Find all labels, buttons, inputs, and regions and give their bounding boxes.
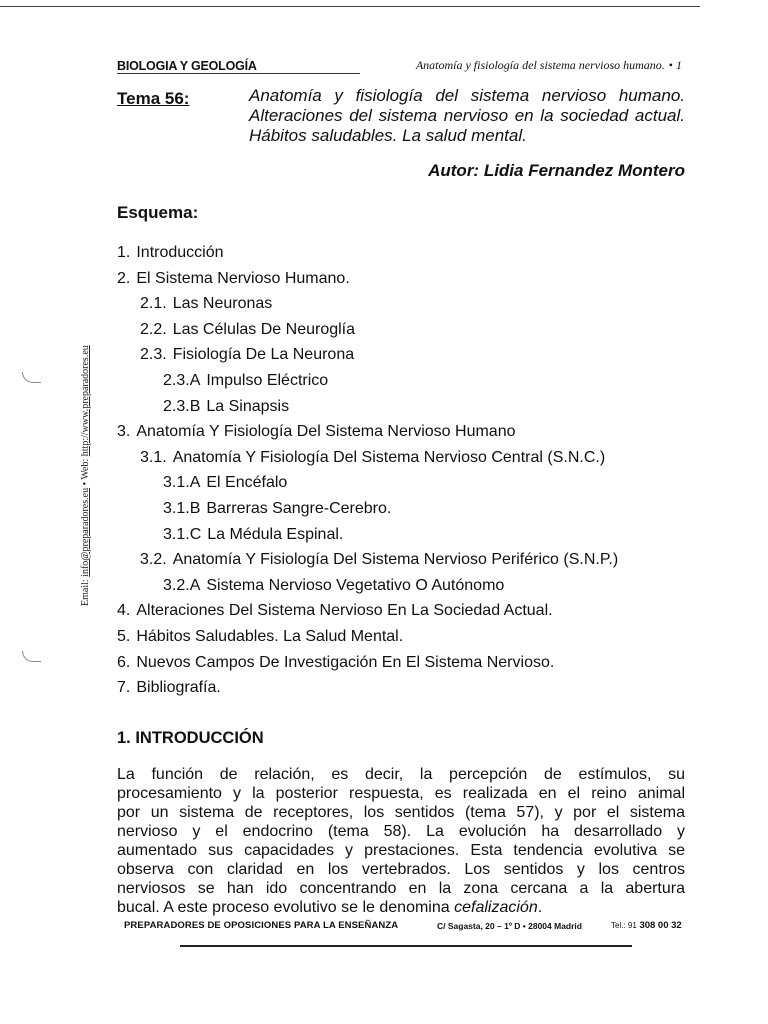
outline-item-number: 3.1.A: [163, 474, 201, 492]
outline-item: [117, 598, 717, 624]
esquema-heading: Esquema:: [117, 203, 199, 222]
outline-item-number: 7.: [117, 679, 131, 697]
paragraph-last-line: [117, 898, 685, 917]
introduccion-paragraph: [117, 765, 685, 917]
paragraph-line: aumentado sus capacidades y prestaciones. Esta tendencia evolutiva se: [117, 842, 685, 859]
outline-item-text: Alteraciones Del Sistema Nervioso En La Sociedad Actual.: [136, 602, 553, 620]
outline-item: [117, 624, 717, 650]
outline-item: [117, 291, 717, 317]
paragraph-line: observa con claridad en los vertebrados. Los sentidos y los centros: [117, 861, 685, 878]
outline-item-text: Barreras Sangre-Cerebro.: [206, 499, 392, 517]
paragraph-line: nervioso y el endocrino (tema 58). La evolución ha desarrollado y: [117, 823, 685, 840]
outline-item-number: 2.1.: [140, 295, 167, 313]
outline-item-number: 6.: [117, 653, 131, 671]
running-title-text: Anatomía y fisiología del sistema nervioso humano.: [415, 58, 665, 72]
top-scan-rule: [0, 6, 700, 7]
web-label: Web:: [80, 458, 91, 480]
outline-item: [117, 547, 717, 573]
outline-item-number: 2.3.A: [163, 371, 201, 389]
outline-item-number: 3.2.A: [163, 576, 201, 594]
footer-tel-number: 308 00 32: [639, 920, 682, 931]
outline-item: [117, 240, 717, 266]
last-line-text: bucal. A este proceso evolutivo se le denomina: [117, 899, 455, 916]
outline-item: [117, 496, 717, 522]
outline-item-text: Sistema Nervioso Vegetativo O Autónomo: [206, 576, 505, 594]
paragraph-line: nerviosos se han ido concentrando en la zona cercana a la abertura: [117, 880, 685, 897]
footer-tel-label: Tel.: 91: [611, 921, 637, 930]
punch-hole-mark: [22, 372, 41, 383]
footer-phone: [611, 920, 682, 931]
outline-item-number: 3.1.C: [163, 525, 202, 543]
footer-organization: PREPARADORES DE OPOSICIONES PARA LA ENSEÑANZA: [124, 920, 399, 931]
last-line-end: .: [537, 899, 543, 916]
outline-item: [117, 573, 717, 599]
author-line: Autor: Lidia Fernandez Montero: [428, 161, 685, 180]
outline-item: [117, 445, 717, 471]
outline-item: [117, 342, 717, 368]
outline-item-text: Anatomía Y Fisiología Del Sistema Nervioso Humano: [136, 423, 516, 441]
outline-item: [117, 675, 717, 701]
header-rule: [117, 73, 360, 74]
outline-item-text: Nuevos Campos De Investigación En El Sistema Nervioso.: [136, 653, 555, 671]
outline-item: [117, 470, 717, 496]
email-link[interactable]: info@preparadores.eu: [80, 487, 91, 577]
outline-item: [117, 650, 717, 676]
outline-item-number: 3.1.: [140, 448, 167, 466]
side-separator: •: [80, 481, 91, 486]
paragraph-line: por un sistema de receptores, los sentidos (tema 57), y por el sistema: [117, 804, 685, 821]
outline-item-text: La Médula Espinal.: [207, 525, 344, 543]
outline-item-text: Las Células De Neuroglía: [172, 320, 356, 338]
outline-item-text: Bibliografía.: [136, 679, 221, 697]
header-subject: BIOLOGIA Y GEOLOGÍA: [117, 59, 257, 73]
tema-label: Tema 56:: [117, 89, 190, 108]
page-number: 1: [676, 58, 682, 72]
footer-rule: [180, 945, 632, 947]
tema-title: Anatomía y fisiología del sistema nervioso humano. Alteraciones del sistema nervioso en la sociedad actual. Hábitos saludables. La salud mental.: [249, 86, 685, 145]
outline-item: [117, 317, 717, 343]
outline-item-number: 1.: [117, 244, 131, 261]
outline-item-text: Anatomía Y Fisiología Del Sistema Nervioso Central (S.N.C.): [172, 448, 606, 466]
outline-item: [117, 419, 717, 445]
outline-item: [117, 368, 717, 394]
outline-item-text: Introducción: [136, 244, 224, 261]
outline-item: [117, 522, 717, 548]
footer-address: C/ Sagasta, 20 – 1º D • 28004 Madrid: [437, 921, 582, 931]
header-running-title: [416, 58, 682, 73]
outline-item-number: 4.: [117, 602, 131, 620]
outline-item: [117, 266, 717, 292]
outline-item-number: 3.: [117, 423, 131, 441]
outline-item-text: El Sistema Nervioso Humano.: [136, 269, 350, 287]
outline-item-text: Las Neuronas: [172, 295, 273, 313]
outline-item-number: 2.3.: [140, 346, 167, 364]
paragraph-line: procesamiento y la posterior respuesta, es realizada en el reino animal: [117, 785, 685, 802]
outline-item-text: Hábitos Saludables. La Salud Mental.: [136, 627, 404, 645]
outline-item-number: 3.2.: [140, 551, 167, 569]
emphasis-term: cefalización: [454, 899, 538, 916]
side-margin-contact: [80, 345, 91, 606]
web-link[interactable]: http://www.preparadores.eu: [80, 345, 91, 457]
punch-hole-mark: [22, 651, 41, 662]
email-label: Email:: [80, 579, 91, 606]
outline-item: [117, 394, 717, 420]
outline-item-number: 3.1.B: [163, 499, 201, 517]
outline-item-text: Anatomía Y Fisiología Del Sistema Nervioso Periférico (S.N.P.): [172, 551, 619, 569]
outline-item-text: Impulso Eléctrico: [206, 371, 329, 389]
section-heading-introduccion: 1. INTRODUCCIÓN: [117, 729, 264, 747]
outline-item-text: La Sinapsis: [206, 397, 290, 415]
outline-item-text: El Encéfalo: [206, 474, 288, 492]
outline-item-number: 2.2.: [140, 320, 167, 338]
header-bullet: •: [668, 58, 673, 72]
outline-item-number: 2.: [117, 269, 131, 287]
esquema-outline: [117, 240, 717, 701]
outline-item-text: Fisiología De La Neurona: [172, 346, 355, 364]
outline-item-number: 2.3.B: [163, 397, 201, 415]
paragraph-line: La función de relación, es decir, la percepción de estímulos, su: [117, 766, 685, 783]
outline-item-number: 5.: [117, 627, 131, 645]
